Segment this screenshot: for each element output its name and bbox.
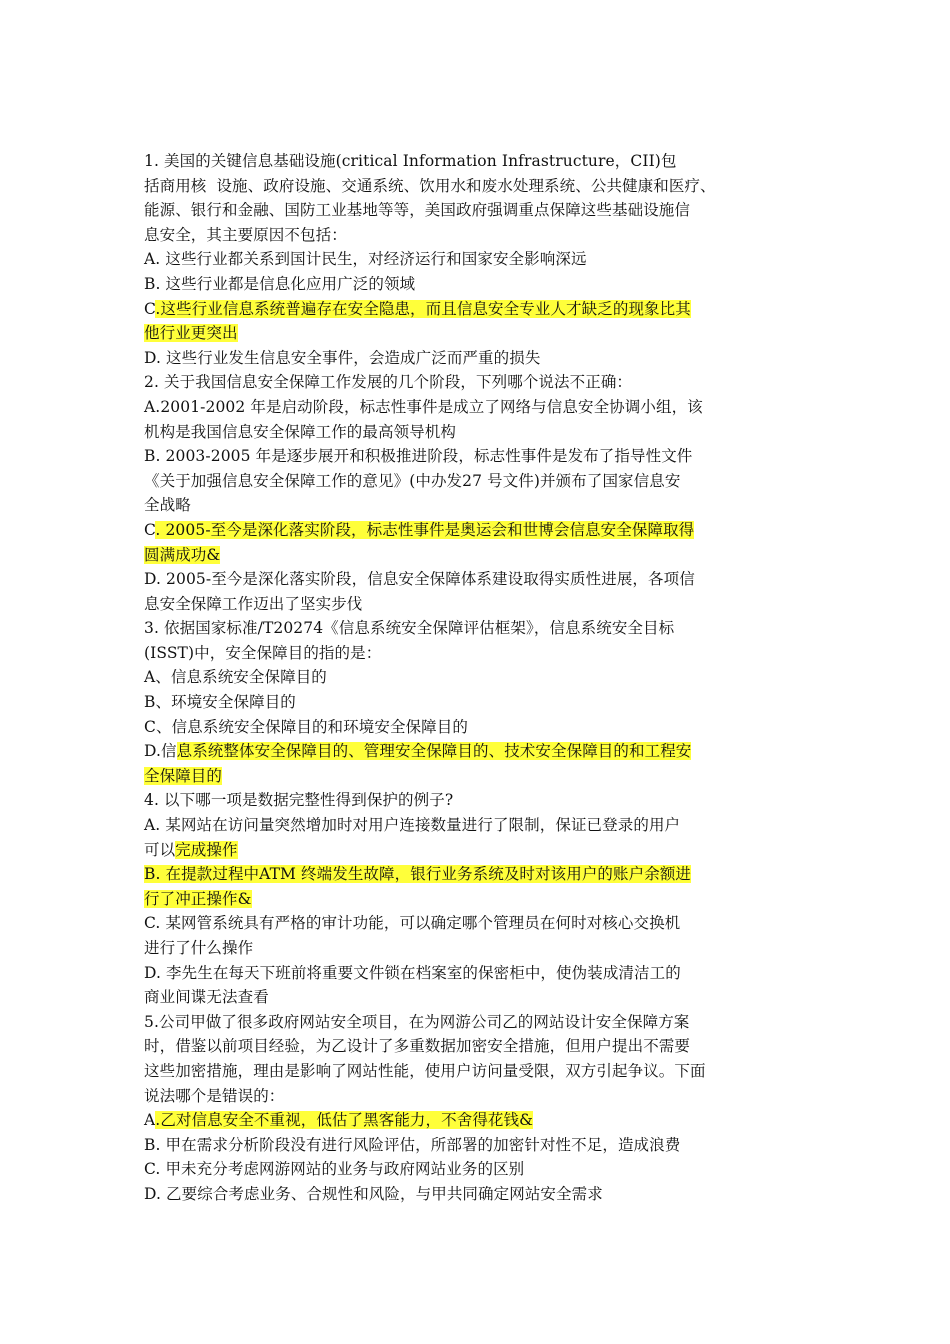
text-segment: 1. 美国的关键信息基础设施(critical Information Infrastructure，CII)包: [144, 152, 677, 170]
text-segment: 进行了什么操作: [144, 939, 254, 957]
text-segment: 能源、银行和金融、国防工业基地等等，美国政府强调重点保障这些基础设施信: [144, 201, 691, 220]
text-line: [144, 887, 808, 912]
text-line: [144, 346, 808, 371]
question-block-2: [144, 370, 808, 616]
question-block-3: [144, 616, 808, 788]
text-segment: A. 某网站在访问量突然增加时对用户连接数量进行了限制，保证已登录的用户: [144, 816, 681, 835]
highlighted-text: 息系统整体安全保障目的、管理安全保障目的、技术安全保障目的和工程安: [176, 742, 692, 761]
text-segment: D. 李先生在每天下班前将重要文件锁在档案室的保密柜中，使伪装成清洁工的: [144, 963, 681, 982]
text-segment: 3. 依据国家标准/T20274《信息系统安全保障评估框架》，信息系统安全目标: [144, 619, 675, 638]
text-segment: D. 这些行业发生信息安全事件，会造成广泛而严重的损失: [144, 348, 541, 367]
text-line: [144, 247, 808, 272]
text-line: [144, 739, 808, 764]
text-segment: D. 2005-至今是深化落实阶段，信息安全保障体系建设取得实质性进展，各项信: [144, 570, 695, 589]
text-line: [144, 174, 808, 199]
text-line: [144, 493, 808, 518]
highlighted-text: 圆满成功&: [144, 545, 221, 564]
text-segment: B. 2003-2005 年是逐步展开和积极推进阶段，标志性事件是发布了指导性文件: [144, 447, 693, 466]
highlighted-text: 他行业更突出: [144, 324, 238, 343]
text-line: [144, 1034, 808, 1059]
text-line: [144, 788, 808, 813]
text-segment: (ISST)中，安全保障目的指的是：: [144, 643, 382, 662]
question-block-4: [144, 788, 808, 1009]
highlighted-text: 行了冲正操作&: [144, 889, 252, 908]
highlighted-text: 完成操作: [175, 840, 238, 859]
text-segment: 时，借鉴以前项目经验，为乙设计了多重数据加密安全措施，但用户提出不需要: [144, 1037, 691, 1056]
text-line: [144, 198, 808, 223]
text-line: [144, 395, 808, 420]
text-segment: B. 这些行业都是信息化应用广泛的领域: [144, 274, 416, 293]
text-segment: D.信: [144, 742, 177, 761]
highlighted-text: .乙对信息安全不重视，低估了黑客能力，不舍得花钱&: [155, 1111, 534, 1130]
text-segment: A: [144, 1111, 156, 1130]
text-line: [144, 961, 808, 986]
text-segment: 说法哪个是错误的：: [144, 1086, 285, 1105]
text-line: [144, 1157, 808, 1182]
text-line: [144, 985, 808, 1010]
text-segment: 《关于加强信息安全保障工作的意见》(中办发27 号文件)并颁布了国家信息安: [144, 471, 681, 490]
text-line: [144, 1133, 808, 1158]
document-body: [144, 149, 808, 1207]
text-segment: B. 甲在需求分析阶段没有进行风险评估，所部署的加密针对性不足，造成浪费: [144, 1135, 681, 1154]
text-segment: 2. 关于我国信息安全保障工作发展的几个阶段，下列哪个说法不正确：: [144, 373, 633, 392]
text-segment: C: [144, 520, 156, 539]
text-line: [144, 297, 808, 322]
text-segment: C. 某网管系统具有严格的审计功能，可以确定哪个管理员在何时对核心交换机: [144, 914, 681, 933]
text-line: [144, 1084, 808, 1109]
text-line: [144, 518, 808, 543]
highlighted-text: .这些行业信息系统普遍存在安全隐患，而且信息安全专业人才缺乏的现象比其: [155, 299, 691, 318]
text-line: [144, 592, 808, 617]
text-line: [144, 764, 808, 789]
text-segment: D. 乙要综合考虑业务、合规性和风险，与甲共同确定网站安全需求: [144, 1184, 603, 1203]
text-line: [144, 1108, 808, 1133]
text-segment: 4. 以下哪一项是数据完整性得到保护的例子?: [144, 791, 454, 810]
text-line: [144, 641, 808, 666]
text-segment: 息安全，其主要原因不包括：: [144, 225, 347, 244]
text-line: [144, 420, 808, 445]
text-segment: 全战略: [144, 496, 191, 515]
text-segment: C. 甲未充分考虑网游网站的业务与政府网站业务的区别: [144, 1160, 525, 1179]
highlighted-text: B. 在提款过程中ATM 终端发生故障，银行业务系统及时对该用户的账户余额进: [144, 865, 692, 884]
question-block-1: [144, 149, 808, 370]
text-segment: C: [144, 299, 156, 318]
text-segment: 括商用核 设施、政府设施、交通系统、饮用水和废水处理系统、公共健康和医疗、: [144, 176, 716, 195]
highlighted-text: . 2005-至今是深化落实阶段，标志性事件是奥运会和世博会信息安全保障取得: [155, 520, 695, 539]
text-segment: C、信息系统安全保障目的和环境安全保障目的: [144, 717, 468, 736]
text-line: [144, 223, 808, 248]
text-segment: A.2001-2002 年是启动阶段，标志性事件是成立了网络与信息安全协调小组，该: [144, 397, 703, 416]
text-line: [144, 1010, 808, 1035]
text-line: [144, 1059, 808, 1084]
text-line: [144, 911, 808, 936]
text-line: [144, 813, 808, 838]
text-line: [144, 444, 808, 469]
text-segment: 可以: [144, 840, 176, 859]
text-line: [144, 543, 808, 568]
text-line: [144, 616, 808, 641]
text-line: [144, 838, 808, 863]
text-line: [144, 1182, 808, 1207]
text-segment: A、信息系统安全保障目的: [144, 668, 327, 687]
text-line: [144, 149, 808, 174]
highlighted-text: 全保障目的: [144, 766, 223, 785]
text-line: [144, 321, 808, 346]
text-segment: 这些加密措施，理由是影响了网站性能，使用户访问量受限，双方引起争议。下面: [144, 1061, 706, 1080]
text-line: [144, 862, 808, 887]
text-line: [144, 469, 808, 494]
text-line: [144, 272, 808, 297]
text-line: [144, 715, 808, 740]
text-line: [144, 690, 808, 715]
text-line: [144, 370, 808, 395]
text-segment: 商业间谍无法查看: [144, 988, 269, 1007]
text-line: [144, 567, 808, 592]
question-block-5: [144, 1010, 808, 1207]
text-line: [144, 936, 808, 961]
text-segment: 机构是我国信息安全保障工作的最高领导机构: [144, 422, 457, 441]
text-segment: 5.公司甲做了很多政府网站安全项目，在为网游公司乙的网站设计安全保障方案: [144, 1012, 690, 1031]
text-line: [144, 665, 808, 690]
text-segment: A. 这些行业都关系到国计民生，对经济运行和国家安全影响深远: [144, 250, 587, 269]
text-segment: B、环境安全保障目的: [144, 693, 296, 712]
text-segment: 息安全保障工作迈出了坚实步伐: [144, 594, 363, 613]
